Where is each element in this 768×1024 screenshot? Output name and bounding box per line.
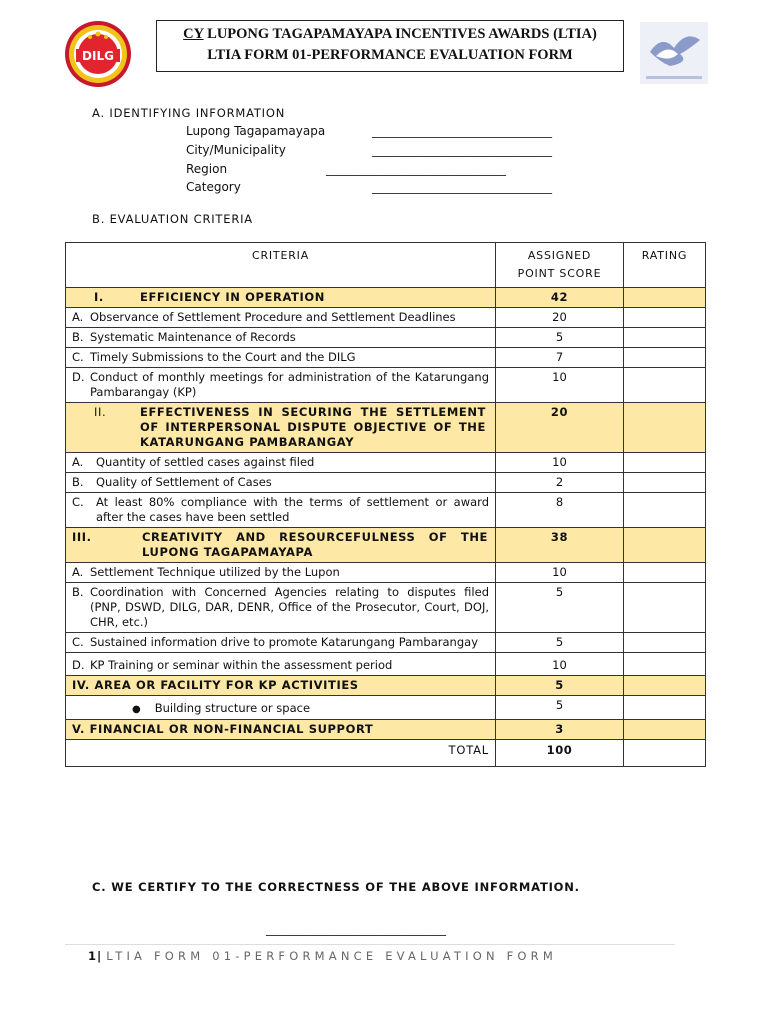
rating-cell[interactable] — [624, 348, 706, 368]
rating-cell[interactable] — [624, 493, 706, 528]
label-lupong: Lupong Tagapamayapa — [186, 124, 326, 138]
table-row: B. Coordination with Concerned Agencies relating to disputes filed (PNP, DSWD, DILG, DAR, DENR, Office of the Prosecutor, Court, DOJ, CHR, etc.) 5 — [66, 583, 706, 633]
title-line-2: LTIA FORM 01-PERFORMANCE EVALUATION FORM — [207, 47, 573, 63]
dilg-logo-text: DILG — [82, 49, 114, 63]
table-row: V. FINANCIAL OR NON-FINANCIAL SUPPORT 3 — [66, 720, 706, 740]
evaluation-criteria-table — [65, 242, 706, 767]
col-criteria: CRITERIA — [66, 243, 496, 288]
line-city: ______________________________ — [372, 143, 552, 157]
table-row: C. Timely Submissions to the Court and the DILG 7 — [66, 348, 706, 368]
rating-cell[interactable] — [624, 288, 706, 308]
table-row: III. CREATIVITY AND RESOURCEFULNESS OF THE LUPONG TAGAPAMAYAPA 38 — [66, 528, 706, 563]
label-category: Category — [186, 180, 241, 194]
rating-cell[interactable] — [624, 563, 706, 583]
dilg-logo — [64, 20, 132, 88]
rating-cell[interactable] — [624, 676, 706, 696]
rating-cell[interactable] — [624, 308, 706, 328]
table-row: B. Systematic Maintenance of Records 5 — [66, 328, 706, 348]
section-b-heading: B. EVALUATION CRITERIA — [92, 212, 253, 226]
page-footer: 1| LTIA FORM 01-PERFORMANCE EVALUATION FORM — [88, 949, 557, 963]
section-a-heading: A. IDENTIFYING INFORMATION — [92, 106, 286, 120]
rating-cell[interactable] — [624, 473, 706, 493]
total-rating-cell[interactable] — [624, 740, 706, 767]
signature-line: ______________________________ — [266, 922, 446, 936]
title-line-1: CY LUPONG TAGAPAMAYAPA INCENTIVES AWARDS (LTIA) — [183, 26, 597, 42]
col-rating: RATING — [624, 243, 706, 288]
footer-text: LTIA FORM 01-PERFORMANCE EVALUATION FORM — [106, 949, 557, 963]
table-row: D. Conduct of monthly meetings for administration of the Katarungang Pambarangay (KP) 10 — [66, 368, 706, 403]
table-row: A. Quantity of settled cases against filed 10 — [66, 453, 706, 473]
table-row: C. Sustained information drive to promote Katarungang Pambarangay 5 — [66, 633, 706, 653]
rating-cell[interactable] — [624, 453, 706, 473]
rating-cell[interactable] — [624, 368, 706, 403]
rating-cell[interactable] — [624, 696, 706, 720]
bullet-icon: ● — [132, 704, 141, 715]
page-number: 1 — [88, 949, 98, 963]
table-row: II. EFFECTIVENESS IN SECURING THE SETTLEMENT OF INTERPERSONAL DISPUTE OBJECTIVE OF THE KATARUNGANG PAMBARANGAY 20 — [66, 403, 706, 453]
rating-cell[interactable] — [624, 528, 706, 563]
table-row: ● Building structure or space 5 — [66, 696, 706, 720]
table-row: D. KP Training or seminar within the assessment period 10 — [66, 653, 706, 676]
table-row: A. Settlement Technique utilized by the Lupon 10 — [66, 563, 706, 583]
form-title-box — [156, 20, 624, 72]
label-region: Region — [186, 162, 228, 176]
label-city: City/Municipality — [186, 143, 286, 157]
ltia-logo — [640, 22, 708, 84]
col-assigned-score: ASSIGNED POINT SCORE — [496, 243, 624, 288]
rating-cell[interactable] — [624, 633, 706, 653]
footer-divider — [65, 944, 675, 945]
rating-cell[interactable] — [624, 583, 706, 633]
line-lupong: ______________________________ — [372, 124, 552, 138]
table-row: A. Observance of Settlement Procedure and Settlement Deadlines 20 — [66, 308, 706, 328]
rating-cell[interactable] — [624, 328, 706, 348]
rating-cell[interactable] — [624, 720, 706, 740]
table-row: B. Quality of Settlement of Cases 2 — [66, 473, 706, 493]
title-prefix: CY — [183, 26, 204, 42]
table-header-row — [66, 243, 706, 288]
line-category: ______________________________ — [372, 180, 552, 194]
rating-cell[interactable] — [624, 653, 706, 676]
total-row: TOTAL 100 — [66, 740, 706, 767]
table-row: I. EFFICIENCY IN OPERATION 42 — [66, 288, 706, 308]
table-row: IV. AREA OR FACILITY FOR KP ACTIVITIES 5 — [66, 676, 706, 696]
table-row: C. At least 80% compliance with the terms of settlement or award after the cases have been settled 8 — [66, 493, 706, 528]
rating-cell[interactable] — [624, 403, 706, 453]
line-region: ______________________________ — [326, 162, 506, 176]
section-c-heading: C. WE CERTIFY TO THE CORRECTNESS OF THE ABOVE INFORMATION. — [92, 880, 580, 894]
